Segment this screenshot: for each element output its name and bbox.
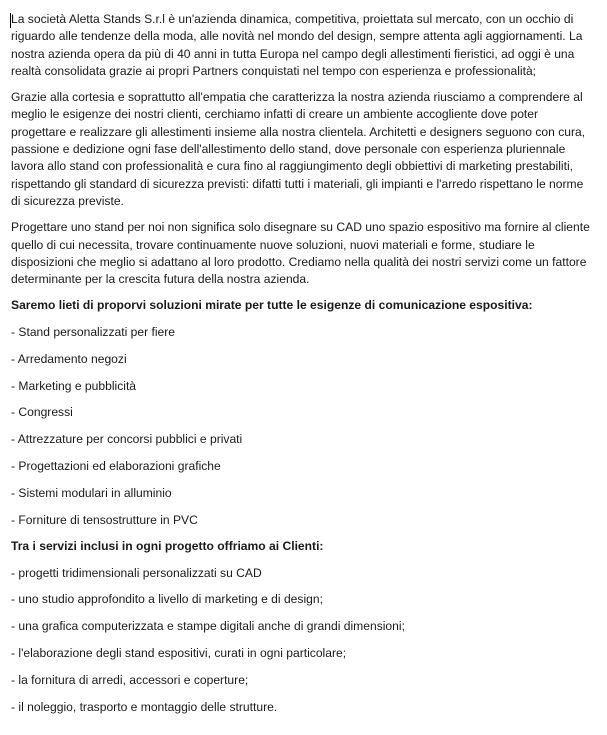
list-item: - il noleggio, trasporto e montaggio delle strutture. [11, 700, 278, 715]
list-item: - Sistemi modulari in alluminio [11, 486, 172, 501]
list-item: - progetti tridimensionali personalizzati su CAD [11, 565, 262, 580]
services-list [11, 565, 596, 717]
list-item: - uno studio approfondito a livello di marketing e di design; [11, 592, 323, 607]
solutions-list [11, 324, 596, 530]
list-item: - Stand personalizzati per fiere [11, 324, 176, 339]
list-item: - Attrezzature per concorsi pubblici e privati [11, 432, 243, 447]
design-paragraph: Progettare uno stand per noi non significa solo disegnare su CAD uno spazio espositivo ma fornire al cliente quello di cui necessita, trovare continuamente nuove soluzioni, nuovi materiali e forme, studiare le disposizioni che meglio si adattano al loro prodotto. Crediamo nella qualità dei nostri servizi come un fattore determinante per la crescita futura della nostra azienda. [11, 220, 590, 287]
services-heading: Tra i servizi inclusi in ogni progetto offriamo ai Clienti: [11, 539, 324, 554]
list-item: - Marketing e pubblicità [11, 378, 137, 393]
document-body [11, 11, 596, 725]
list-item: - Forniture di tensostrutture in PVC [11, 512, 198, 527]
approach-paragraph: Grazie alla cortesia e soprattutto all'empatia che caratterizza la nostra azienda riusciamo a comprendere al meglio le esigenze dei nostri clienti, cerchiamo infatti di creare un ambiente accogliente dove poter progettare e realizzare gli allestimenti insieme alla nostra clientela. Architetti e designers seguono con cura, passione e dedizione ogni fase dell'allestimento dello stand, dove personale con esperienza pluriennale lavora allo stand con professionalità e cura fino al raggiungimento degli obbiettivi di marketing prestabiliti, rispettando gli standard di sicurezza previsti: difatti tutti i materiali, gli impianti e l'arredo rispettano le norme di sicurezza previste. [11, 90, 586, 208]
list-item: - Progettazioni ed elaborazioni grafiche [11, 459, 221, 474]
list-item: - una grafica computerizzata e stampe digitali anche di grandi dimensioni; [11, 619, 405, 634]
solutions-heading: Saremo lieti di proporvi soluzioni mirate per tutte le esigenze di comunicazione espositiva: [11, 298, 533, 313]
list-item: - Arredamento negozi [11, 351, 127, 366]
list-item: - Congressi [11, 405, 73, 420]
list-item: - l'elaborazione degli stand espositivi, curati in ogni particolare; [11, 646, 347, 661]
list-item: - la fornitura di arredi, accessori e coperture; [11, 673, 249, 688]
intro-paragraph: La società Aletta Stands S.r.l è un'azienda dinamica, competitiva, proiettata sul mercato, con un occhio di riguardo alle tendenze della moda, alle novità nel mondo del design, sempre attenta agli aggiornamenti. La nostra azienda opera da più di 40 anni in tutta Europa nel campo degli allestimenti fieristici, ad oggi è una realtà consolidata grazie ai propri Partners conquistati nel tempo con esperienza e professionalità; [11, 12, 583, 78]
